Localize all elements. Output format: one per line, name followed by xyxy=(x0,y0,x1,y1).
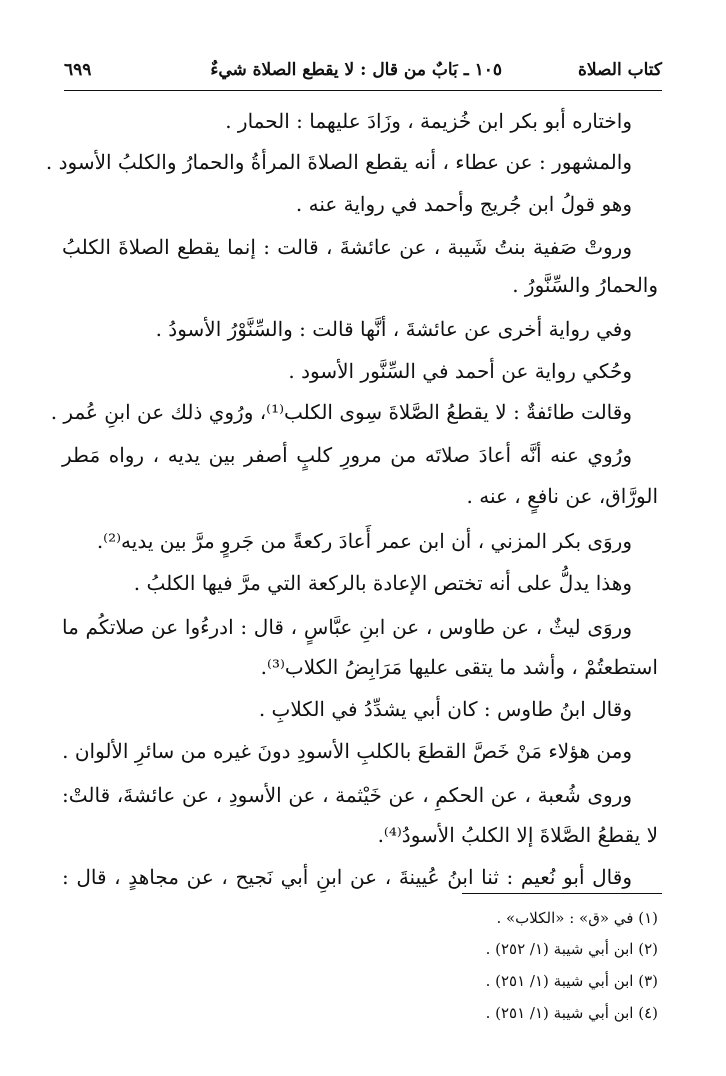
footnote: (٢) ابن أبي شيبة (١/ ٢٥٢) . xyxy=(485,940,658,958)
text-line: وحُكي رواية عن أحمد في السِّنَّور الأسود . xyxy=(288,359,632,383)
text-line: وروتْ صَفية بنتُ شَيبة ، عن عائشةَ ، قالت : إنما يقطع الصلاةَ الكلبُ xyxy=(62,235,632,259)
text-line: وروى شُعبة ، عن الحكمِ ، عن خَيْثمة ، عن الأسودِ ، عن عائشةَ، قالتْ: xyxy=(62,783,632,807)
text-line: ومن هؤلاء مَنْ خَصَّ القطعَ بالكلبِ الأسودِ دونَ غيره من سائرِ الألوان . xyxy=(62,739,632,763)
footnote-separator xyxy=(462,893,662,894)
footnote: (٤) ابن أبي شيبة (١/ ٢٥١) . xyxy=(485,1004,658,1022)
text-line: وقال أبو نُعيم : ثنا ابنُ عُيينةَ ، عن ابنِ أبي نَجيح ، عن مجاهدٍ ، قال : xyxy=(62,865,632,889)
page-number: ٦٩٩ xyxy=(64,60,92,80)
footnote: (٣) ابن أبي شيبة (١/ ٢٥١) . xyxy=(485,972,658,990)
text-line: ورُوي عنه أنَّه أعادَ صلاتَه من مرورِ كلبٍ أصفر بين يديه ، رواه مَطر xyxy=(62,443,632,467)
text-line: واختاره أبو بكر ابن خُزيمة ، وزَادَ عليهما : الحمار . xyxy=(225,109,632,133)
text-line: استطعتُمْ ، وأشد ما يتقى عليها مَرَابِضُ الكلاب⁽³⁾. xyxy=(260,655,658,679)
text-line: لا يقطعُ الصَّلاةَ إلا الكلبُ الأسودُ⁽⁴⁾. xyxy=(377,823,658,847)
text-line: وروَى ليثٌ ، عن طاوس ، عن ابنِ عبَّاسٍ ، قال : ادرءُوا عن صلاتكُم ما xyxy=(62,615,632,639)
text-line: وهو قولُ ابن جُريج وأحمد في رواية عنه . xyxy=(295,192,632,216)
footnote: (١) في «ق» : «الكلاب» . xyxy=(496,909,658,927)
chapter-title: ١٠٥ ـ بَابٌ من قال : لا يقطع الصلاة شيءٌ xyxy=(210,60,502,80)
text-line: وقال ابنُ طاوس : كان أبي يشدِّدُ في الكلابِ . xyxy=(258,697,632,721)
page-header xyxy=(64,56,662,91)
book-title: كتاب الصلاة xyxy=(577,60,662,80)
text-line: وهذا يدلُّ على أنه تختص الإعادة بالركعة التي مرَّ فيها الكلبُ . xyxy=(133,571,632,595)
text-line: والحمارُ والسِّنَّورُ . xyxy=(512,273,658,297)
text-line: والمشهور : عن عطاء ، أنه يقطع الصلاةَ المرأةُ والحمارُ والكلبُ الأسود . xyxy=(45,150,632,174)
text-line: وفي رواية أخرى عن عائشةَ ، أنَّها قالت : والسِّنَّوْرُ الأسودُ . xyxy=(155,317,632,341)
text-line: وقالت طائفةٌ : لا يقطعُ الصَّلاةَ سِوى الكلب⁽¹⁾، ورُوي ذلك عن ابنِ عُمر . xyxy=(50,400,632,424)
text-line: الورَّاق، عن نافعٍ ، عنه . xyxy=(466,484,658,508)
text-line: وروَى بكر المزني ، أن ابن عمر أَعادَ ركعةً من جَروٍ مرَّ بين يديه⁽²⁾. xyxy=(96,529,632,553)
